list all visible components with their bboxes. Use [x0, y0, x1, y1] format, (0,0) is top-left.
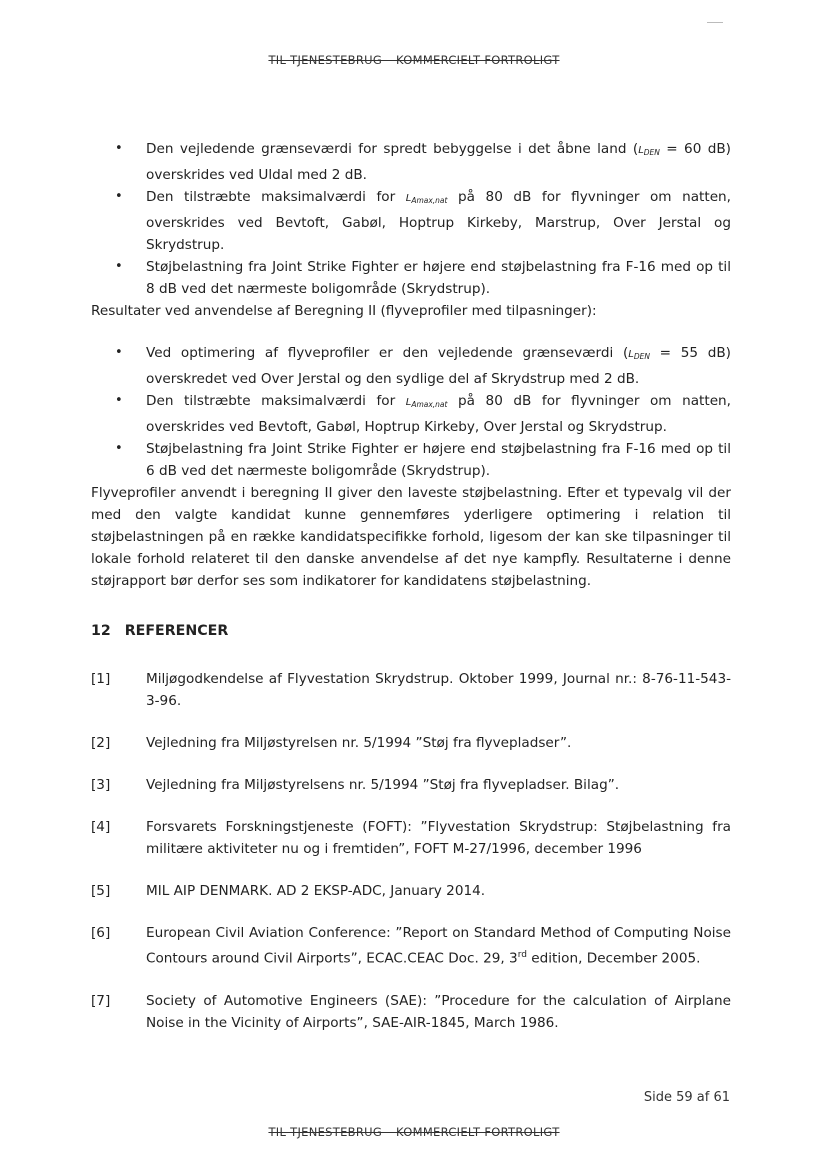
reference-item	[91, 922, 731, 970]
reference-number: [6]	[91, 925, 111, 941]
reference-list	[91, 668, 731, 1034]
results-list-calc-two	[91, 342, 731, 482]
reference-item	[91, 774, 731, 796]
section-number: 12	[91, 623, 111, 639]
page-number: Side 59 af 61	[643, 1090, 730, 1105]
reference-text: Society of Automotive Engineers (SAE): ”Procedure for the calculation of Airplane Noise in the Vicinity of Airports”, SAE-AIR-1845, March 1986.	[146, 992, 731, 1031]
symbol-l-amax-nat: $L_{Amax,nat}$	[405, 193, 448, 205]
reference-number: [4]	[91, 819, 111, 835]
footer-classification: TIL TJENESTEBRUG – KOMMERCIELT FORTROLIGT	[268, 1125, 560, 1139]
list-item: • Den tilstræbte maksimalværdi for $L_{Amax,nat}$ på 80 dB for flyvninger om natten, overskrides ved Bevtoft, Gabøl, Hoptrup Kirkeby, Marstrup, Over Jerstal og Skrydstrup.	[91, 186, 731, 256]
symbol-l-amax-nat: $L_{Amax,nat}$	[405, 397, 448, 409]
reference-number: [3]	[91, 777, 111, 793]
reference-item	[91, 668, 731, 712]
list-item: • Den tilstræbte maksimalværdi for $L_{Amax,nat}$ på 80 dB for flyvninger om natten, overskrides ved Bevtoft, Gabøl, Hoptrup Kirkeby, Over Jerstal og Skrydstrup.	[91, 390, 731, 438]
summary-paragraph: Flyveprofiler anvendt i beregning II giver den laveste støjbelastning. Efter et typevalg vil der med den valgte kandidat kunne gennemføres yderligere optimering i relation til støjbelastningen på en række kandidatspecifikke forhold, ligesom der kan ske tilpasninger til lokale forhold relateret til den danske anvendelse af det nye kampfly. Resultaterne i denne støjrapport bør derfor ses som indikatorer for kandidatens støjbelastning.	[91, 485, 731, 589]
symbol-l-den: $L_{DEN}$	[628, 349, 650, 361]
reference-item	[91, 880, 731, 902]
reference-text: Forsvarets Forskningstjeneste (FOFT): ”Flyvestation Skrydstrup: Støjbelastning fra militære aktiviteter nu og i fremtiden”, FOFT M-27/1996, december 1996	[146, 819, 731, 857]
reference-text: Vejledning fra Miljøstyrelsen nr. 5/1994 ”Støj fra flyvepladser”.	[146, 735, 572, 751]
section-heading	[91, 620, 731, 642]
reference-text: Vejledning fra Miljøstyrelsens nr. 5/1994 ”Støj fra flyvepladser. Bilag”.	[146, 777, 620, 793]
reference-text: Miljøgodkendelse af Flyvestation Skrydstrup. Oktober 1999, Journal nr.: 8-76-11-543-3-96.	[146, 671, 731, 709]
list-item: • Ved optimering af flyveprofiler er den vejledende grænseværdi ($L_{DEN} = 55$ dB) overskredet ved Over Jerstal og den sydlige del af Skrydstrup med 2 dB.	[91, 342, 731, 390]
list-item: • Den vejledende grænseværdi for spredt bebyggelse i det åbne land ($L_{DEN} = 60$ dB) overskrides ved Uldal med 2 dB.	[91, 138, 731, 186]
header-classification: TIL TJENESTEBRUG – KOMMERCIELT FORTROLIGT	[268, 53, 560, 67]
reference-number: [1]	[91, 671, 111, 687]
reference-number: [2]	[91, 735, 111, 751]
scan-mark	[707, 22, 723, 23]
reference-item	[91, 990, 731, 1034]
list-item: • Støjbelastning fra Joint Strike Fighter er højere end støjbelastning fra F-16 med op til 8 dB ved det nærmeste boligområde (Skrydstrup).	[91, 256, 731, 300]
results-list-calc-one	[91, 138, 731, 300]
reference-text: European Civil Aviation Conference: ”Report on Standard Method of Computing Noise Contours around Civil Airports”, ECAC.CEAC Doc. 29, 3rd edition, December 2005.	[146, 925, 731, 967]
section-title: REFERENCER	[124, 623, 229, 639]
reference-text: MIL AIP DENMARK. AD 2 EKSP-ADC, January 2014.	[146, 883, 486, 899]
symbol-l-den: $L_{DEN}$	[638, 145, 660, 157]
reference-number: [5]	[91, 883, 111, 899]
page-content	[91, 138, 731, 1054]
reference-item	[91, 732, 731, 754]
reference-number: [7]	[91, 992, 111, 1009]
intro-text: Resultater ved anvendelse af Beregning II (flyveprofiler med tilpasninger):	[91, 303, 597, 319]
list-item: • Støjbelastning fra Joint Strike Fighter er højere end støjbelastning fra F-16 med op til 6 dB ved det nærmeste boligområde (Skrydstrup).	[91, 438, 731, 482]
reference-item	[91, 816, 731, 860]
